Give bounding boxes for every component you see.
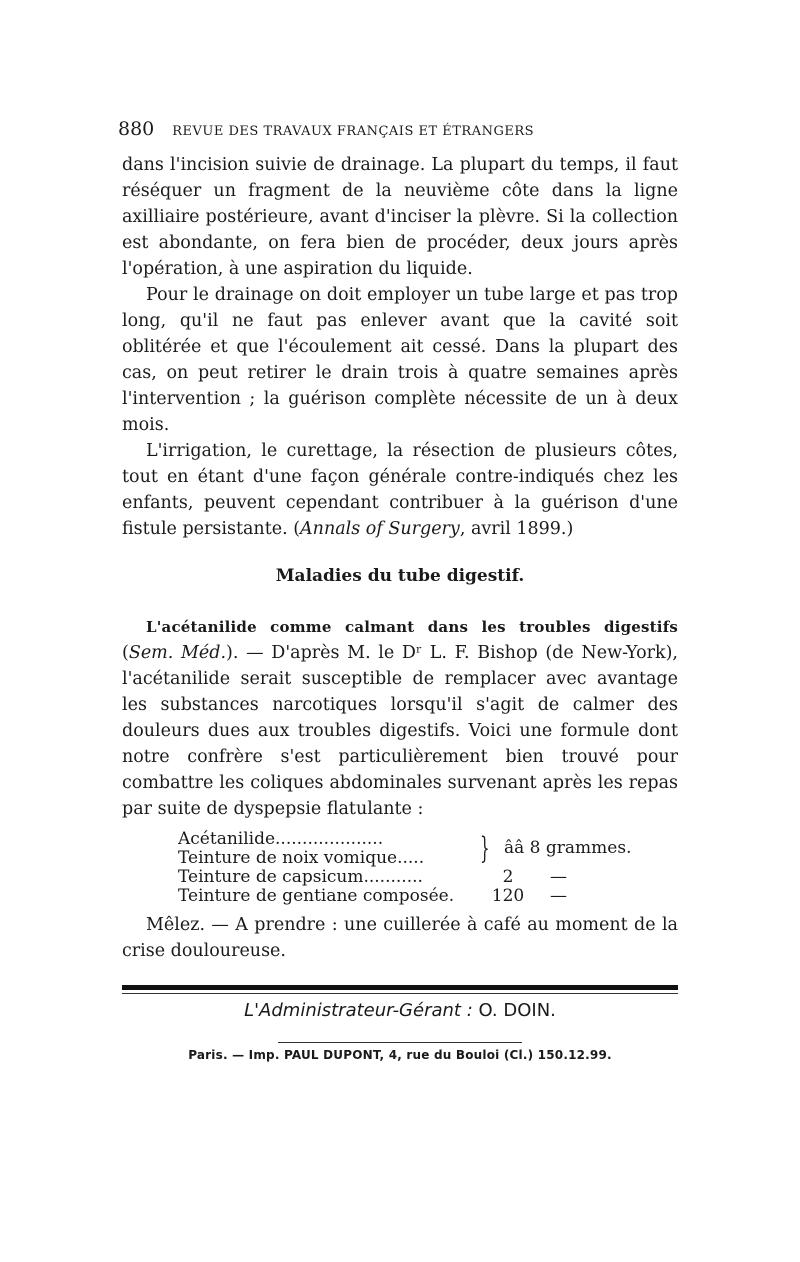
- article-paragraph: [122, 614, 678, 822]
- prescription-formula: [178, 830, 648, 906]
- paragraph-3-end: , avril 1899.): [459, 519, 574, 539]
- ingredient-quantity: 120: [491, 886, 525, 906]
- article-body: [122, 614, 678, 822]
- ingredient-name: Teinture de noix vomique.....: [178, 849, 425, 868]
- source-close: ).: [226, 643, 239, 663]
- paragraph-2: Pour le drainage on doit employer un tube large et pas trop long, qu'il ne faut pas enlever avant que la cavité soit oblitérée et que l'écoulement ait cessé. Dans la plupart des cas, on peut retirer le drain trois à quatre semaines après l'intervention ; la guérison complète nécessite de un à deux mois.: [122, 285, 678, 435]
- section-heading: Maladies du tube digestif.: [275, 566, 525, 586]
- ingredient-quantity: 2: [502, 867, 514, 887]
- formula-row: [178, 868, 648, 887]
- printer-imprint: Paris. — Imp. PAUL DUPONT, 4, rue du Bouloi (Cl.) 150.12.99.: [188, 1048, 612, 1062]
- closing-text: [122, 912, 678, 964]
- ingredient-name: Teinture de capsicum...........: [178, 868, 423, 887]
- article-source: Sem. Méd.: [128, 643, 227, 663]
- bracket-quantity: ââ 8 grammes.: [504, 838, 632, 858]
- paragraph-3-text: L'irrigation, le curettage, la résection de plusieurs côtes, tout en étant d'une façon générale contre-indiqués chez les enfants, peuvent cependant contribuer à la guérison d'une fistule persistante. (: [122, 441, 678, 539]
- administrator-name: O. DOIN.: [472, 1000, 556, 1021]
- ingredient-unit: —: [550, 886, 567, 906]
- imprint-rule: [278, 1042, 522, 1043]
- administrator-role: L'Administrateur-Gérant :: [244, 1000, 473, 1021]
- formula-row: [178, 887, 648, 906]
- body-text-top: [122, 152, 678, 542]
- article-title: L'acétanilide comme calmant dans les troubles digestifs: [146, 618, 678, 636]
- footer-rule-thin: [122, 993, 678, 994]
- instructions-paragraph: Mêlez. — A prendre : une cuillerée à café au moment de la crise douloureuse.: [122, 915, 678, 961]
- ingredient-name: Acétanilide....................: [178, 830, 384, 849]
- footer-rule-thick: [122, 985, 678, 990]
- ingredient-name: Teinture de gentiane composée.: [178, 887, 455, 906]
- journal-name: Annals of Surgery: [300, 519, 460, 539]
- source-open: (: [122, 643, 129, 663]
- page-number: 880: [118, 118, 155, 140]
- ingredient-unit: —: [550, 867, 567, 887]
- running-title: REVUE DES TRAVAUX FRANÇAIS ET ÉTRANGERS: [172, 124, 535, 139]
- paragraph-3: [122, 438, 678, 542]
- article-text: — D'après M. le Dʳ L. F. Bishop (de New-York), l'acétanilide serait susceptible de remplacer avec avantage les substances narcotiques lorsqu'il s'agit de calmer des douleurs dues aux troubles digestifs. Voici une formule dont notre confrère s'est particulièrement bien trouvé pour combattre les coliques abdominales survenant après les repas par suite de dyspepsie flatulante :: [122, 643, 678, 819]
- running-header: [118, 118, 678, 140]
- administrator-line: [122, 1000, 678, 1021]
- bracket-group: [178, 830, 648, 868]
- paragraph-1: dans l'incision suivie de drainage. La plupart du temps, il faut réséquer un fragment de la neuvième côte dans la ligne axilliaire postérieure, avant d'inciser la plèvre. Si la collection est abondante, on fera bien de procéder, deux jours après l'opération, à une aspiration du liquide.: [122, 155, 678, 279]
- brace-icon: }: [480, 831, 490, 866]
